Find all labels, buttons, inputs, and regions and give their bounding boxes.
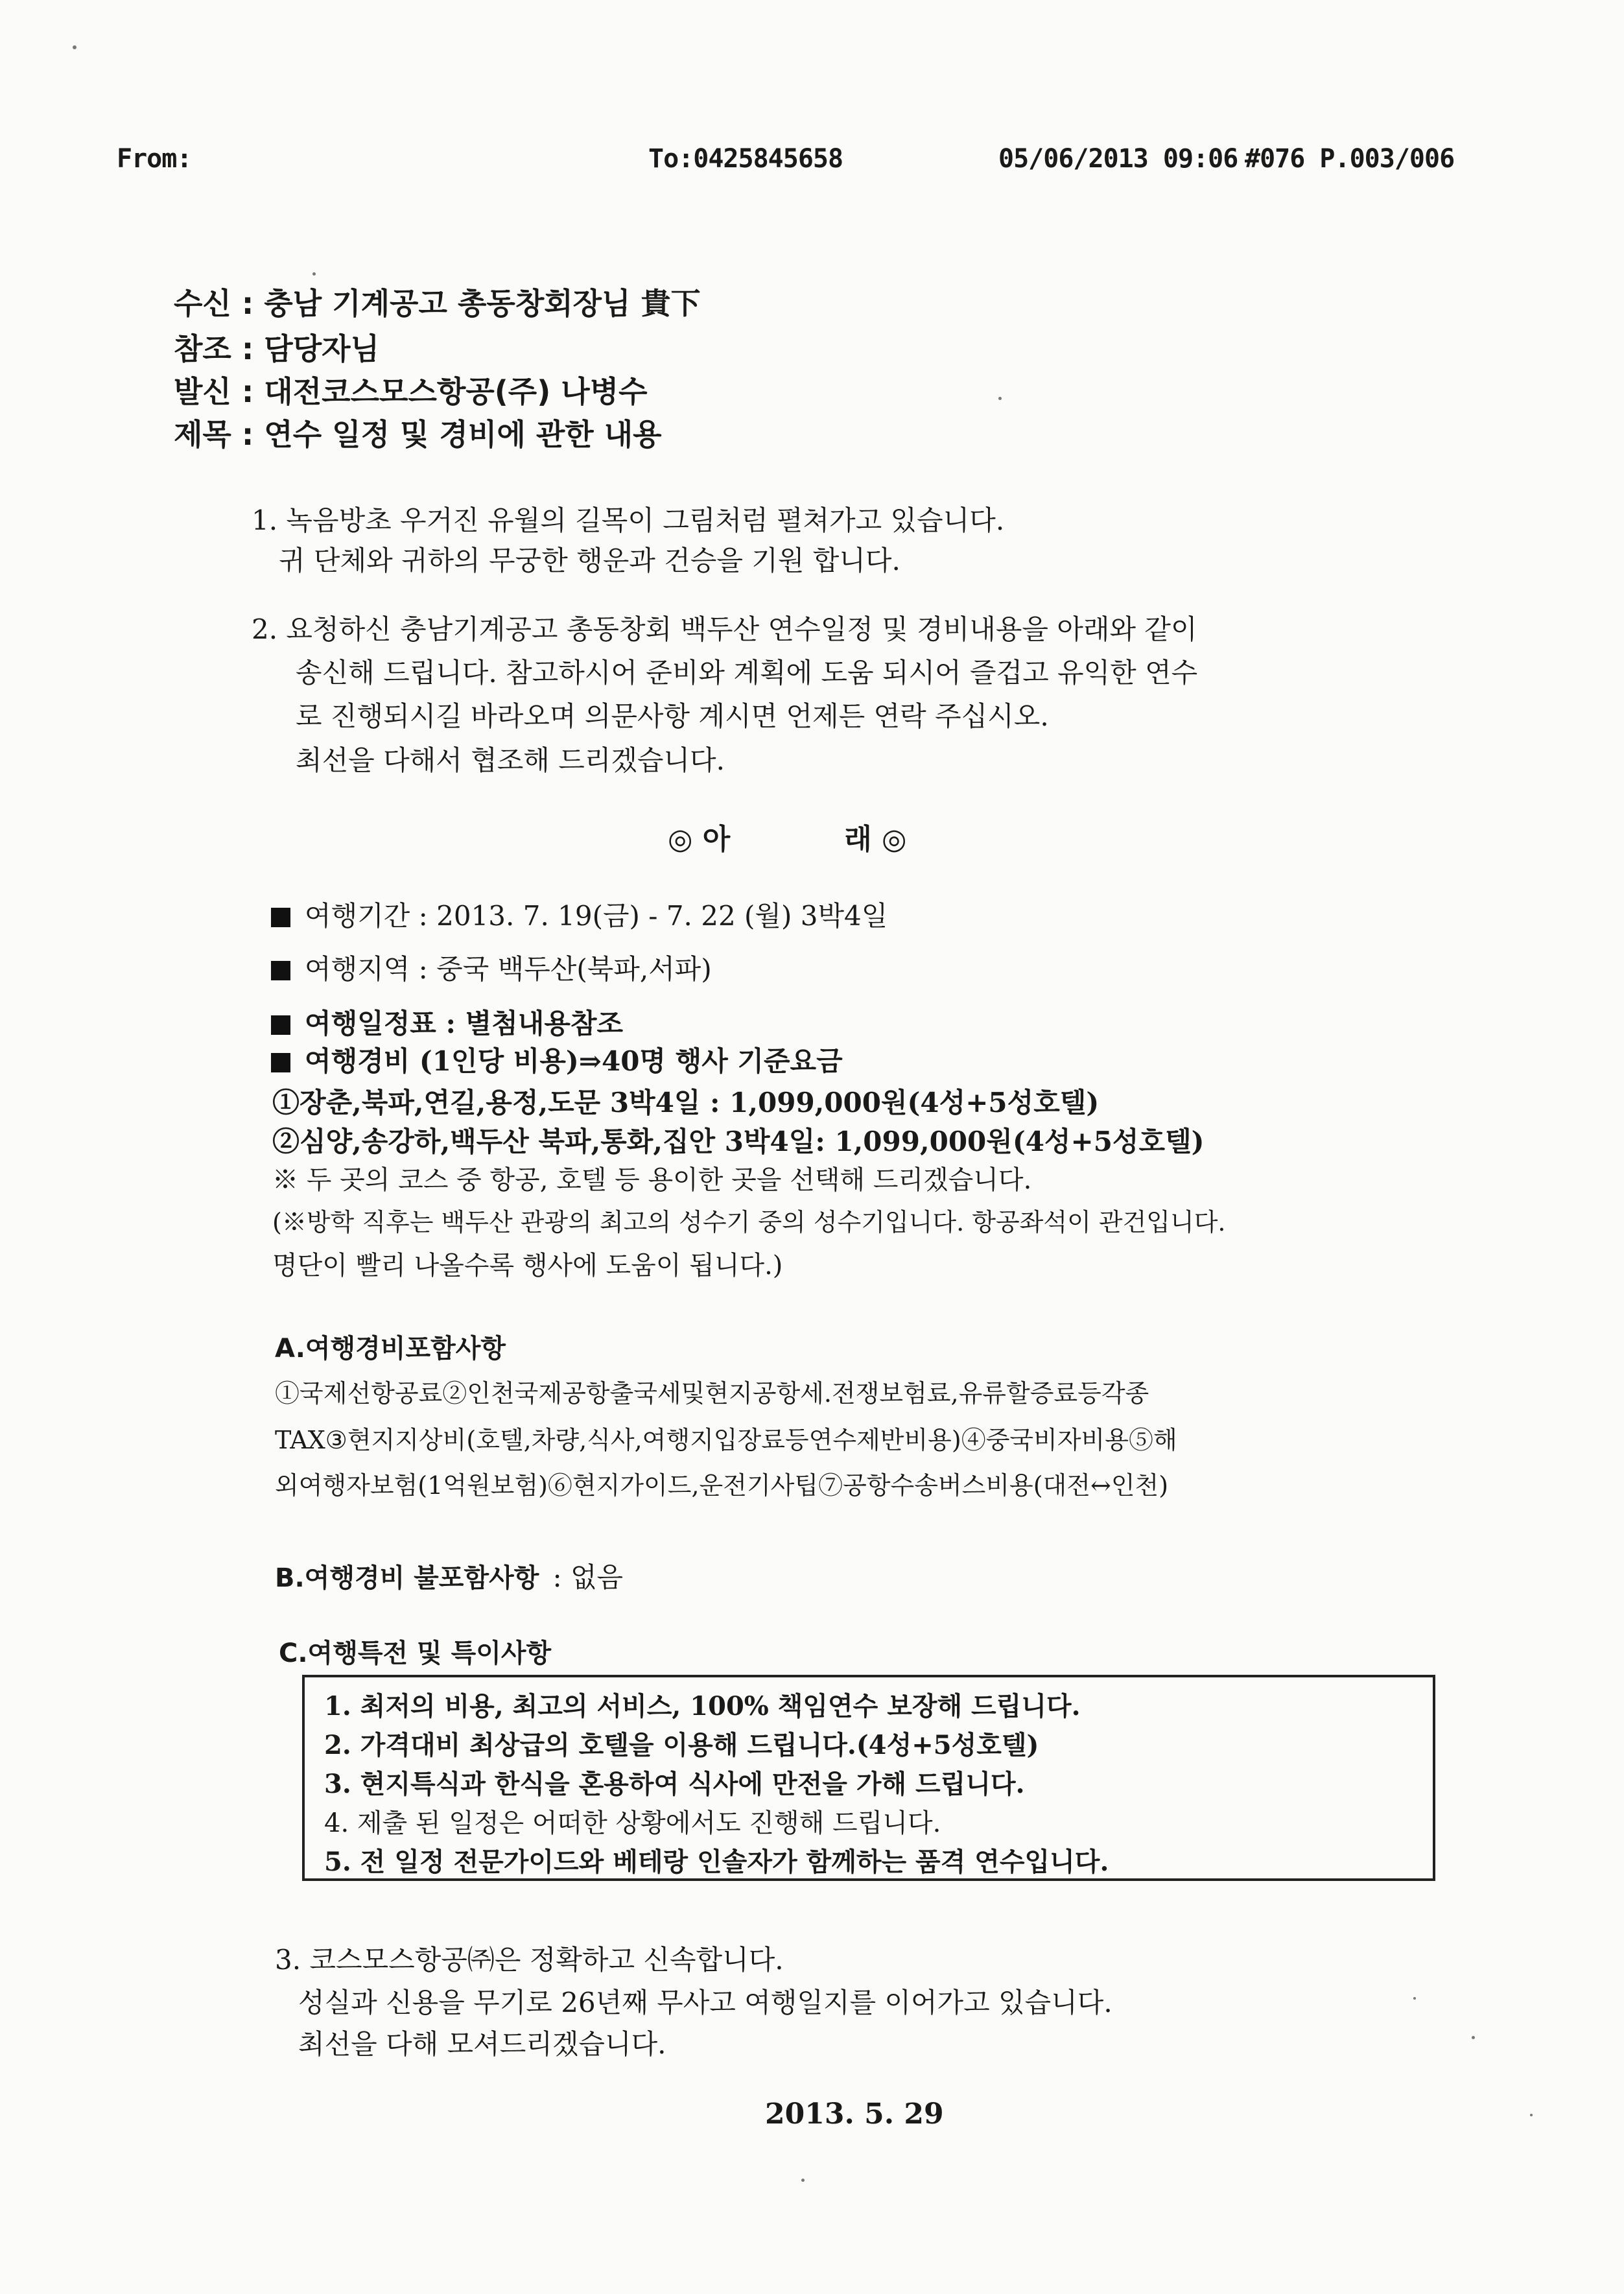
section-c-title: C.여행특전 및 특이사항 [279, 1638, 552, 1668]
note-line: (※방학 직후는 백두산 관광의 최고의 성수기 중의 성수기입니다. 항공좌석이 관건입니다. [272, 1208, 1226, 1236]
section-b [275, 1556, 623, 1595]
notice-title: ◎ 아 래 ◎ [668, 823, 907, 856]
bullet-item-cost [271, 1040, 843, 1079]
scan-speck [73, 45, 76, 49]
para2-line: 송신해 드립니다. 참고하시어 준비와 계획에 도움 되시어 즐겁고 유익한 연수 [296, 657, 1198, 689]
benefit-item: 3. 현지특식과 한식을 혼용하여 식사에 만전을 가해 드립니다. [324, 1769, 1025, 1799]
fax-page-number: #076 P.003/006 [1245, 144, 1455, 174]
fax-to-number: To:0425845658 [648, 144, 843, 174]
para3-line: 성실과 신용을 무기로 26년째 무사고 여행일지를 이어가고 있습니다. [298, 1987, 1112, 2018]
bullet-item-period [271, 895, 888, 934]
square-bullet-icon [271, 1015, 290, 1035]
scan-speck [998, 397, 1002, 400]
fax-from: From: [117, 144, 192, 174]
section-a-line: 외여행자보험(1억원보험)⑥현지가이드,운전기사팁⑦공항수송버스비용(대전↔인천) [275, 1471, 1169, 1500]
para2-line: 2. 요청하신 충남기계공고 총동창회 백두산 연수일정 및 경비내용을 아래와 같이 [252, 613, 1197, 645]
para3-line: 최선을 다해 모셔드리겠습니다. [298, 2028, 666, 2060]
note-line: 명단이 빨리 나올수록 행사에 도움이 됩니다.) [272, 1251, 783, 1281]
sender-line: 발신 : 대전코스모스항공(주) 나병수 [174, 374, 648, 409]
para2-line: 로 진행되시길 바라오며 의문사항 계시면 언제든 연락 주십시오. [296, 700, 1049, 732]
square-bullet-icon [271, 1053, 290, 1072]
note-line: ※ 두 곳의 코스 중 항공, 호텔 등 용이한 곳을 선택해 드리겠습니다. [272, 1165, 1032, 1195]
square-bullet-icon [271, 961, 290, 980]
square-bullet-icon [271, 908, 290, 927]
scan-speck [312, 272, 316, 276]
bullet-item-itinerary [271, 1002, 623, 1041]
scan-speck [801, 2179, 805, 2182]
section-a-line: ①국제선항공료②인천국제공항출국세및현지공항세.전쟁보험료,유류할증료등각종 [275, 1379, 1149, 1408]
bullet-text: 여행경비 (1인당 비용)⇒40명 행사 기준요금 [305, 1045, 843, 1077]
letter-date: 2013. 5. 29 [765, 2098, 944, 2131]
benefit-item: 4. 제출 된 일정은 어떠한 상황에서도 진행해 드립니다. [324, 1808, 941, 1838]
section-a-title: A.여행경비포함사항 [275, 1334, 506, 1364]
section-a-line: TAX③현지지상비(호텔,차량,식사,여행지입장료등연수제반비용)④중국비자비용⑤해 [275, 1426, 1177, 1454]
course-option-1: ①장춘,북파,연길,용정,도문 3박4일 : 1,099,000원(4성+5성호텔) [272, 1087, 1100, 1118]
benefit-item: 1. 최저의 비용, 최고의 서비스, 100% 책임연수 보장해 드립니다. [324, 1691, 1081, 1721]
bullet-text: 여행일정표 : 별첨내용참조 [305, 1008, 624, 1039]
section-b-title: B.여행경비 불포함사항 [275, 1563, 539, 1593]
subject-line: 제목 : 연수 일정 및 경비에 관한 내용 [174, 417, 662, 452]
reference-line: 참조 : 담당자님 [174, 331, 380, 366]
course-option-2: ②심양,송강하,백두산 북파,통화,집안 3박4일: 1,099,000원(4성+5성호텔) [272, 1126, 1205, 1157]
bullet-item-region [271, 948, 712, 987]
benefit-item: 5. 전 일정 전문가이드와 베테랑 인솔자가 함께하는 품격 연수입니다. [324, 1847, 1109, 1877]
scan-speck [1413, 1997, 1416, 2000]
para1-line: 귀 단체와 귀하의 무궁한 행운과 건승을 기원 합니다. [279, 545, 900, 576]
para3-line: 3. 코스모스항공㈜은 정확하고 신속합니다. [275, 1944, 784, 1976]
recipient-line: 수신 : 충남 기계공고 총동창회장님 貴下 [174, 286, 701, 321]
scan-speck [1530, 2114, 1533, 2116]
benefit-item: 2. 가격대비 최상급의 호텔을 이용해 드립니다.(4성+5성호텔) [324, 1730, 1039, 1760]
bullet-text: 여행지역 : 중국 백두산(북파,서파) [305, 953, 712, 985]
para2-line: 최선을 다해서 협조해 드리겠습니다. [296, 744, 725, 776]
scan-speck [1472, 2036, 1475, 2039]
fax-datetime: 05/06/2013 09:06 [998, 144, 1238, 174]
para1-line: 1. 녹음방초 우거진 유월의 길목이 그림처럼 펼쳐가고 있습니다. [252, 504, 1005, 536]
section-b-value: : 없음 [552, 1561, 624, 1593]
bullet-text: 여행기간 : 2013. 7. 19(금) - 7. 22 (월) 3박4일 [305, 900, 888, 932]
